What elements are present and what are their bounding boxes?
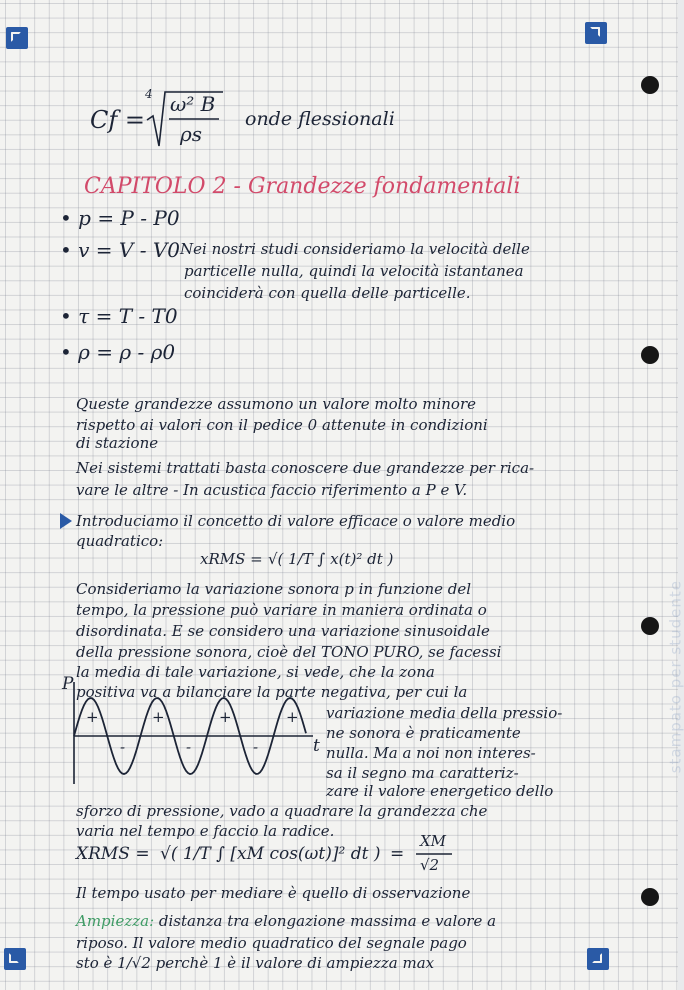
amplitude-definition: distanza tra elongazione massima e valore a — [154, 912, 497, 930]
bullet-temperature: • τ = T - T0 — [60, 304, 178, 328]
negative-sign: - — [186, 738, 192, 756]
para-line: la media di tale variazione, si vede, che la zona — [76, 663, 435, 681]
corner-mark-icon — [4, 948, 26, 970]
side-note-line: sa il segno ma caratteriz- — [326, 764, 519, 782]
arrow-marker-icon — [60, 513, 72, 529]
formula-equals: = — [390, 844, 405, 864]
graph-y-label: P — [62, 674, 74, 694]
formula-note: onde flessionali — [245, 108, 395, 130]
para-line: tempo, la pressione può variare in maniera ordinata o — [76, 601, 487, 619]
para-line: di stazione — [76, 434, 159, 452]
side-note-line: ne sonora è praticamente — [326, 724, 521, 742]
binder-hole — [641, 888, 659, 906]
para-line: riposo. Il valore medio quadratico del segnale pago — [76, 934, 467, 952]
para-line: rispetto ai valori con il pedice 0 attenute in condizioni — [76, 416, 488, 434]
formula-lhs: Cf = — [90, 106, 145, 134]
corner-mark-icon — [6, 27, 28, 49]
binder-hole — [641, 617, 659, 635]
root-index: 4 — [145, 87, 153, 101]
positive-sign: + — [286, 708, 299, 726]
side-note-line: nulla. Ma a noi non interes- — [326, 744, 536, 762]
corner-mark-icon — [587, 948, 609, 970]
velocity-note-line: coinciderà con quella delle particelle. — [184, 284, 471, 302]
binder-hole — [641, 76, 659, 94]
formula-lhs: XRMS = — [76, 844, 150, 864]
side-note-line: zare il valore energetico dello — [326, 782, 554, 800]
bullet-density: • ρ = ρ - ρ0 — [60, 340, 176, 364]
sine-curve — [68, 680, 328, 790]
negative-sign: - — [120, 738, 126, 756]
para-line: Nei sistemi trattati basta conoscere due grandezze per rica- — [76, 459, 535, 477]
velocity-note-line: Nei nostri studi consideriamo la velocità delle — [180, 240, 530, 258]
para-line: Consideriamo la variazione sonora p in funzione del — [76, 580, 472, 598]
para-line: Introduciamo il concetto di valore efficace o valore medio — [76, 512, 516, 530]
para-line: quadratico: — [76, 532, 164, 550]
para-line — [76, 914, 496, 929]
amplitude-term: Ampiezza: — [76, 912, 155, 930]
chapter-title: CAPITOLO 2 - Grandezze fondamentali — [84, 174, 521, 199]
para-line: sto è 1/√2 perchè 1 è il valore di ampiezza max — [76, 954, 435, 972]
para-line: Il tempo usato per mediare è quello di osservazione — [76, 884, 471, 902]
negative-sign: - — [253, 738, 259, 756]
para-line: positiva va a bilanciare la parte negativa, per cui la — [76, 683, 468, 701]
positive-sign: + — [86, 708, 99, 726]
bullet-pressure: • p = P - P0 — [60, 206, 180, 230]
para-line: vare le altre - In acustica faccio riferimento a P e V. — [76, 481, 468, 499]
para-line: sforzo di pressione, vado a quadrare la grandezza che — [76, 802, 488, 820]
binder-hole — [641, 346, 659, 364]
formula-denominator: ρs — [180, 122, 203, 146]
formula-body: √( 1/T ∫ x(t)² dt ) — [268, 550, 394, 568]
para-line: Queste grandezze assumono un valore molto minore — [76, 395, 477, 413]
graph-x-label: t — [313, 736, 320, 756]
formula-result-numerator: XM — [420, 832, 447, 850]
formula-numerator: ω² B — [170, 92, 216, 116]
watermark: stampato per studente — [666, 580, 684, 774]
para-line: disordinata. E se considero una variazione sinusoidale — [76, 622, 490, 640]
bullet-velocity: • v = V - V0 — [60, 238, 181, 262]
corner-mark-icon — [585, 22, 607, 44]
para-line: della pressione sonora, cioè del TONO PURO, se facessi — [76, 643, 502, 661]
positive-sign: + — [219, 708, 232, 726]
side-note-line: variazione media della pressio- — [326, 704, 563, 722]
formula-result-denominator: √2 — [420, 856, 440, 874]
positive-sign: + — [152, 708, 165, 726]
formula-lhs: xRMS = — [200, 550, 263, 568]
velocity-note-line: particelle nulla, quindi la velocità istantanea — [184, 262, 524, 280]
para-line: varia nel tempo e faccio la radice. — [76, 822, 335, 840]
formula-body: √( 1/T ∫ [xM cos(ωt)]² dt ) — [160, 844, 381, 864]
